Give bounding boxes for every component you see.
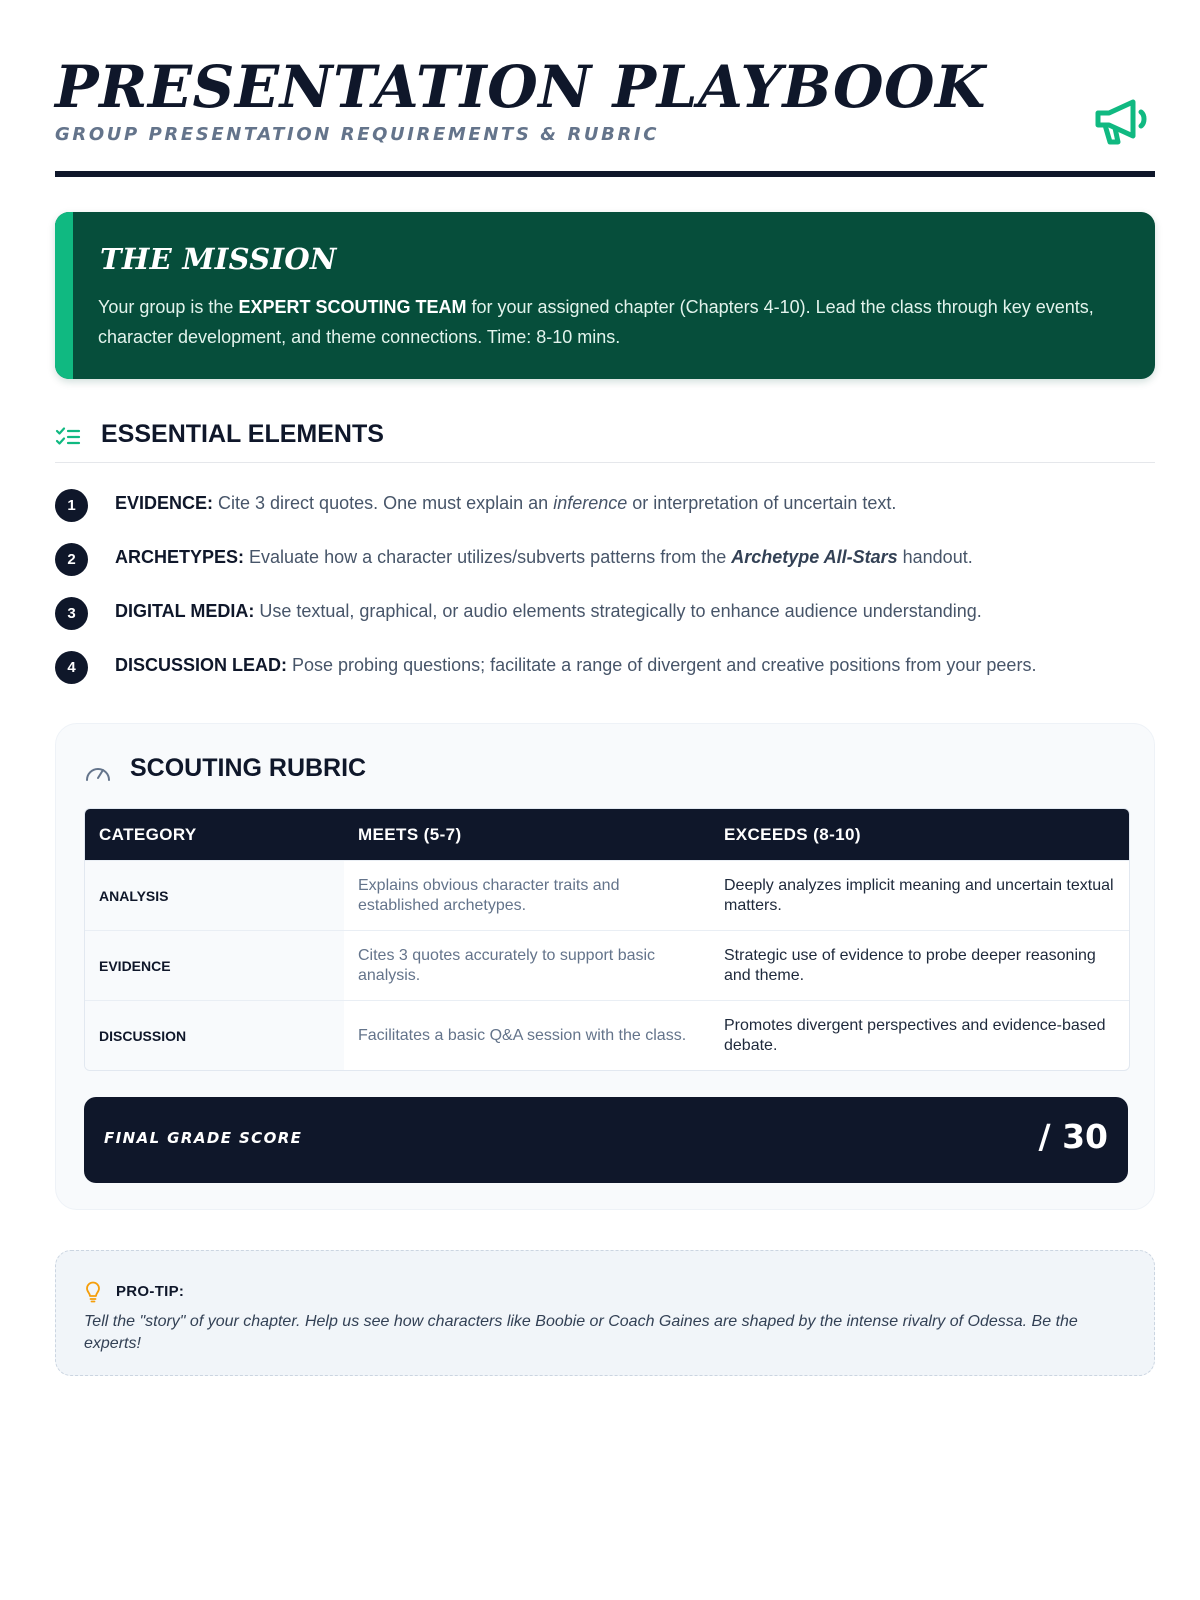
table-row [85, 861, 1129, 931]
table-header-row [85, 809, 1129, 861]
item-text [115, 491, 1155, 515]
item-label: ARCHETYPES: [115, 547, 245, 567]
rubric-title: SCOUTING RUBRIC [130, 754, 367, 782]
meets-cell: Explains obvious character traits and established archetypes. [344, 861, 710, 931]
page-subtitle: GROUP PRESENTATION REQUIREMENTS & RUBRIC [55, 124, 660, 145]
essential-elements-title: ESSENTIAL ELEMENTS [101, 420, 384, 448]
item-number: 1 [55, 489, 88, 522]
rubric-table [84, 808, 1130, 1071]
item-label: DIGITAL MEDIA: [115, 601, 255, 621]
item-description: Pose probing questions; facilitate a range of divergent and creative positions from your peers. [287, 655, 1037, 675]
category-cell: DISCUSSION [85, 1001, 344, 1071]
final-grade-label: FINAL GRADE SCORE [104, 1129, 303, 1147]
header [55, 0, 1155, 180]
pro-tip-text: Tell the "story" of your chapter. Help us see how characters like Boobie or Coach Gaines are shaped by the intense rivalry of Odessa. Be the experts! [84, 1313, 1078, 1352]
mission-text-rest: for your assigned chapter (Chapters 4-10). Lead the class through key events, character development, and theme connections. Time: 8-10 mins. [98, 297, 1094, 347]
column-header-exceeds: EXCEEDS (8-10) [710, 809, 1129, 861]
item-number: 3 [55, 597, 88, 630]
column-header-meets: MEETS (5-7) [344, 809, 710, 861]
item-text [115, 545, 1155, 569]
category-cell: EVIDENCE [85, 931, 344, 1001]
item-emphasis: inference [553, 493, 628, 513]
list-item [55, 539, 1155, 593]
item-label: DISCUSSION LEAD: [115, 655, 288, 675]
exceeds-cell: Deeply analyzes implicit meaning and uncertain textual matters. [710, 861, 1129, 931]
pro-tip-card [55, 1250, 1155, 1376]
rubric-header [84, 752, 684, 792]
item-text [115, 653, 1155, 677]
page-title: PRESENTATION PLAYBOOK [55, 53, 986, 121]
essential-elements-list [55, 485, 1155, 701]
exceeds-cell: Promotes divergent perspectives and evidence-based debate. [710, 1001, 1129, 1071]
mission-text [98, 292, 1118, 352]
list-item [55, 647, 1155, 701]
category-cell: ANALYSIS [85, 861, 344, 931]
item-text [115, 599, 1155, 623]
item-label: EVIDENCE: [115, 493, 214, 513]
header-divider [55, 171, 1155, 177]
mission-card [55, 212, 1155, 379]
meets-cell: Cites 3 quotes accurately to support basic analysis. [344, 931, 710, 1001]
item-description: Cite 3 direct quotes. One must explain an [213, 493, 554, 513]
meets-cell: Facilitates a basic Q&A session with the class. [344, 1001, 710, 1071]
item-description-end: handout. [897, 547, 973, 567]
table-row [85, 931, 1129, 1001]
mission-text-highlight: EXPERT SCOUTING TEAM [238, 297, 467, 317]
lightbulb-icon [84, 1281, 102, 1303]
final-grade-bar [84, 1097, 1128, 1183]
mission-text-lead: Your group is the [98, 297, 239, 317]
list-item [55, 485, 1155, 539]
essential-elements-header [55, 418, 1155, 463]
megaphone-icon [1089, 86, 1155, 152]
final-grade-score: / 30 [1038, 1117, 1108, 1156]
list-item [55, 593, 1155, 647]
item-emphasis: Archetype All-Stars [731, 547, 898, 567]
item-number: 2 [55, 543, 88, 576]
item-description: Use textual, graphical, or audio elements strategically to enhance audience understanding. [254, 601, 982, 621]
checklist-icon [55, 424, 81, 450]
playbook-page [55, 0, 1155, 1352]
item-number: 4 [55, 651, 88, 684]
mission-title: THE MISSION [100, 242, 337, 276]
exceeds-cell: Strategic use of evidence to probe deeper reasoning and theme. [710, 931, 1129, 1001]
table-row [85, 1001, 1129, 1071]
pro-tip-label: PRO-TIP: [116, 1283, 185, 1300]
item-description: Evaluate how a character utilizes/subverts patterns from the [244, 547, 732, 567]
column-header-category: CATEGORY [85, 809, 344, 861]
gauge-icon [84, 758, 112, 786]
item-description-end: or interpretation of uncertain text. [627, 493, 897, 513]
mission-accent-bar [55, 212, 73, 379]
rubric-card [55, 723, 1155, 1210]
